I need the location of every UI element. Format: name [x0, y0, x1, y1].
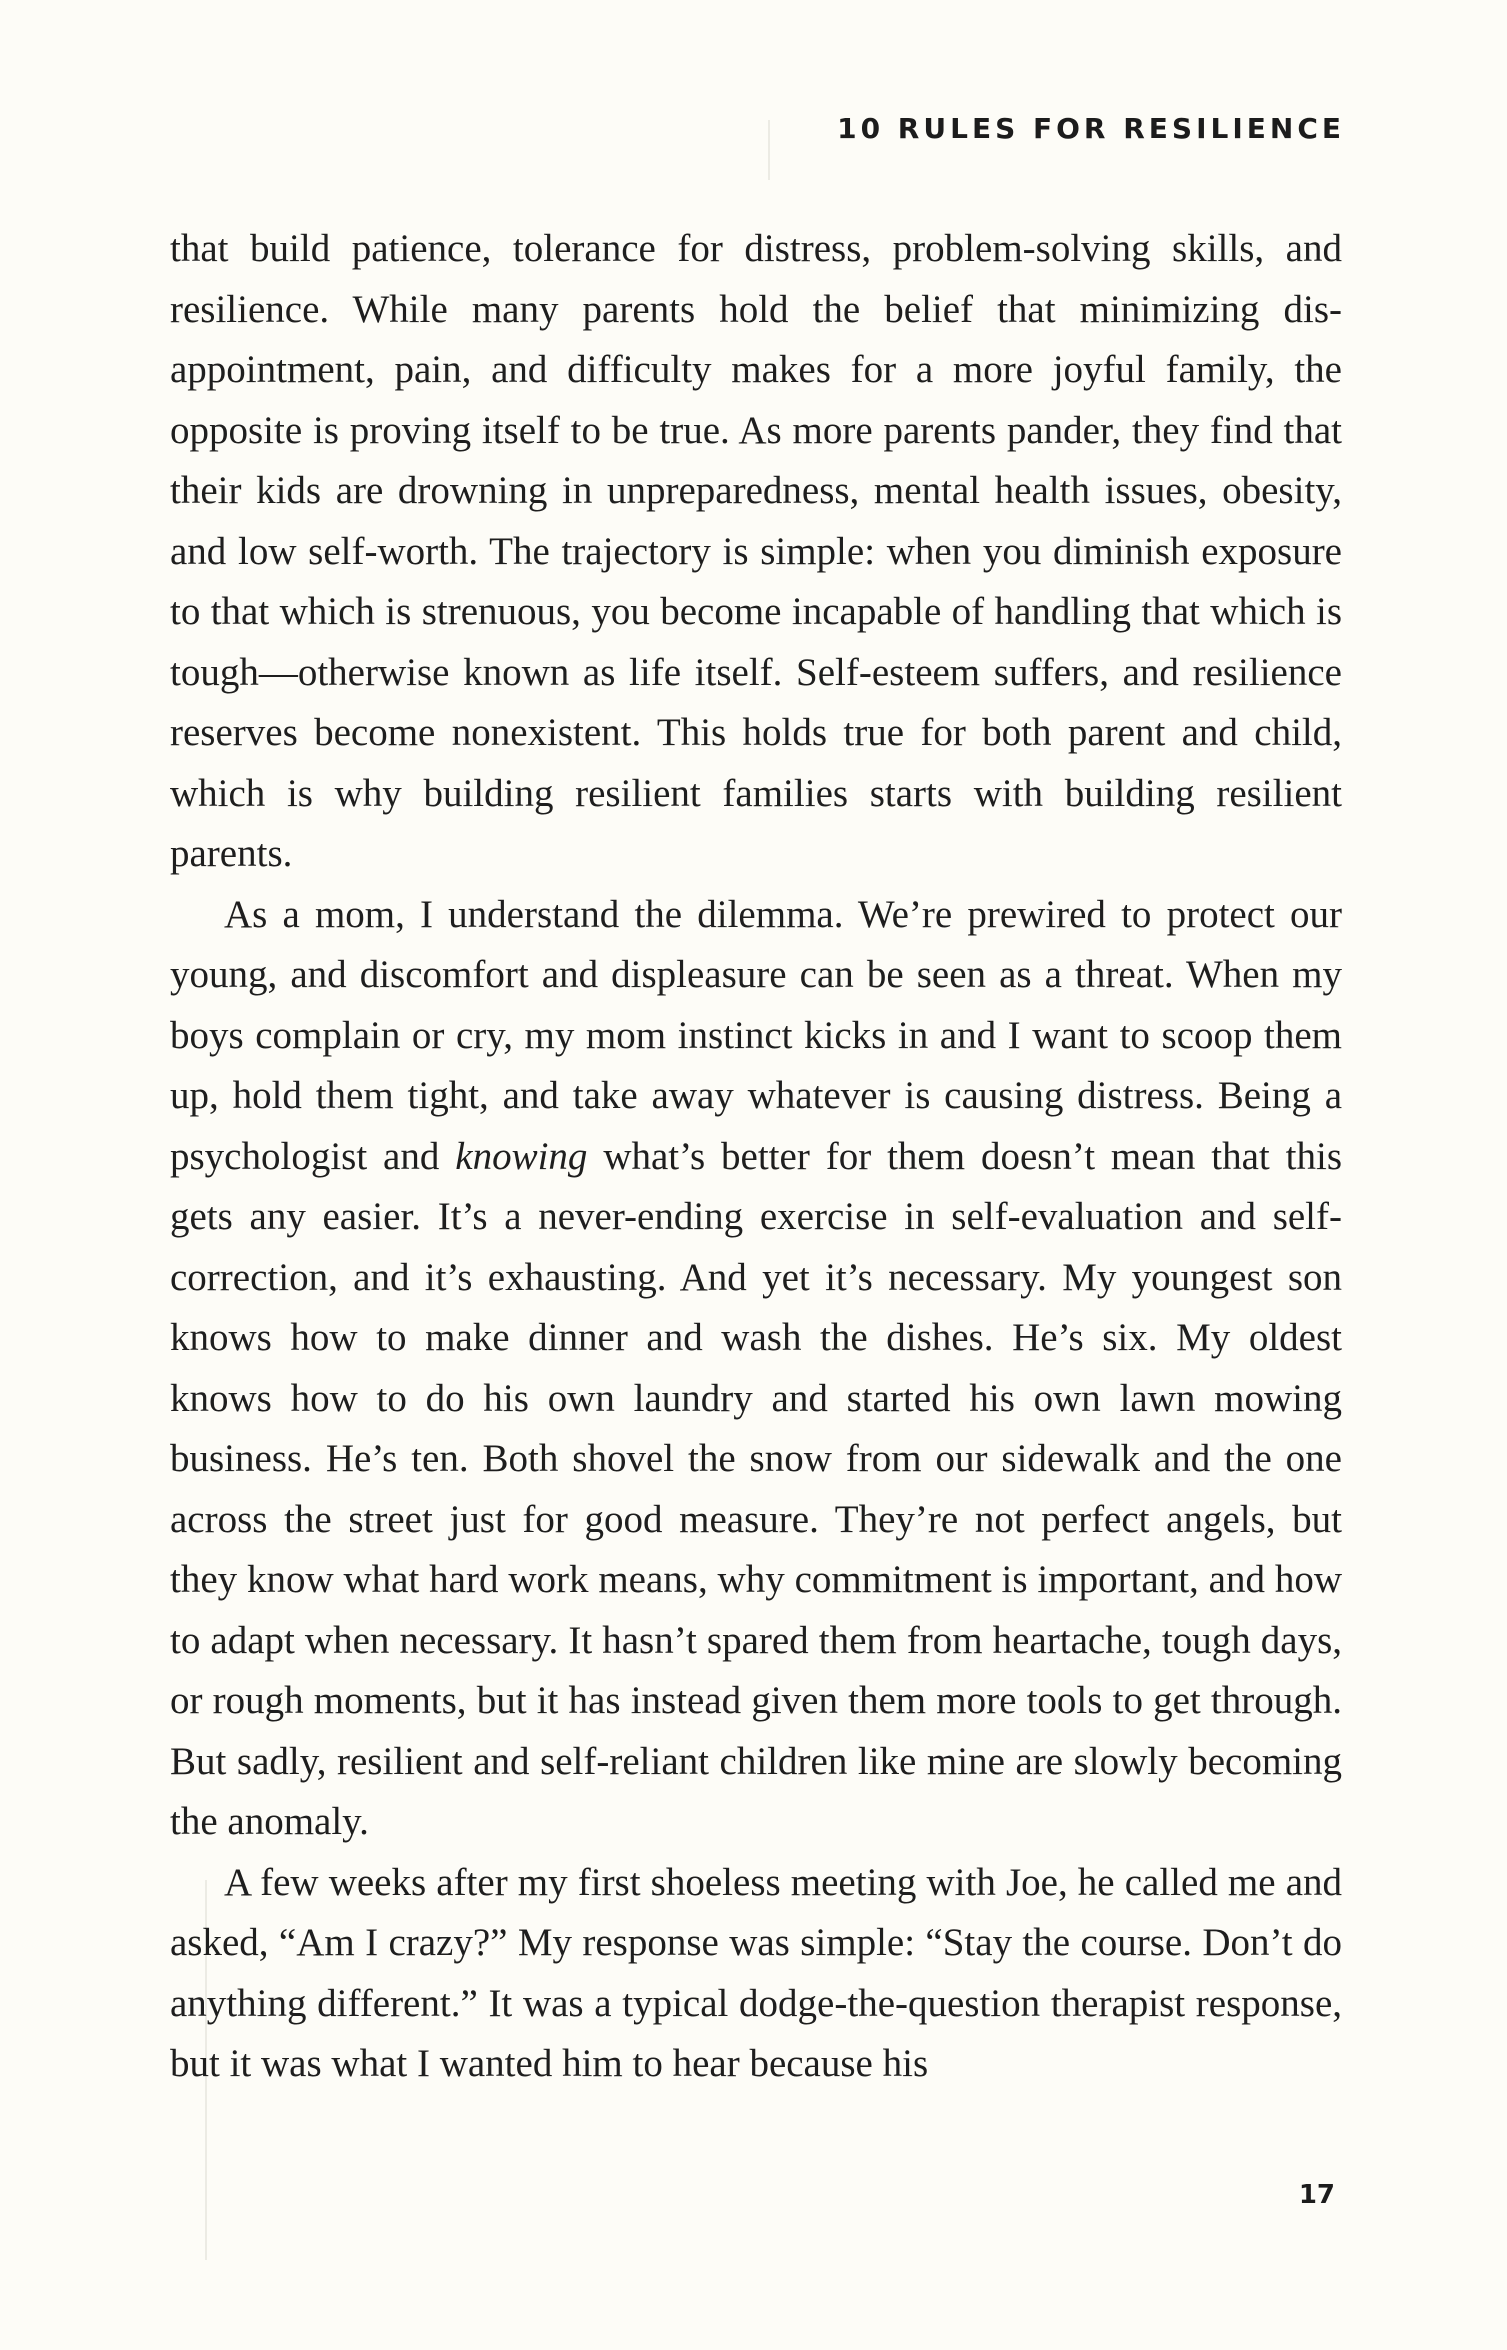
paragraph: A few weeks after my first shoeless meeting with Joe, he called me and asked, “Am I crazy?” My response was simple: “Stay the course. Don’t do anything different.” It was a typical dodge-the-question therapist response, but it was what I wanted him to hear because his — [170, 1860, 1342, 2085]
scan-artifact — [768, 120, 770, 180]
emphasis-word: knowing — [455, 1134, 588, 1178]
paragraph-text-part: what’s better for them doesn’t mean that this gets any easier. It’s a never-ending exercise in self-evaluation and self-correction, and it’s exhausting. And yet it’s necessary. My youngest son knows how to make dinner and wash the dishes. He’s six. My oldest knows how to do his own laundry and started his own lawn mowing business. He’s ten. Both shovel the snow from our sidewalk and the one across the street just for good measure. They’re not perfect angels, but they know what hard work means, why commitment is important, and how to adapt when necessary. It hasn’t spared them from heartache, tough days, or rough moments, but it has instead given them more tools to get through. But sadly, resilient and self-reliant children like mine are slowly becoming the anomaly. — [170, 1134, 1342, 1843]
paragraph: that build patience, tolerance for distress, problem-solving skills, and resilience. While many parents hold the belief that minimizing disappointment, pain, and difficulty makes for a more joyful family, the opposite is proving itself to be true. As more parents pander, they find that their kids are drowning in unpreparedness, mental health issues, obesity, and low self-worth. The trajectory is simple: when you diminish exposure to that which is strenuous, you become incapable of handling that which is tough—otherwise known as life itself. Self-esteem suffers, and resilience reserves become nonexistent. This holds true for both parent and child, which is why building resilient families starts with building resilient parents. — [170, 227, 1342, 875]
paragraph — [170, 885, 1342, 1853]
running-head: 10 RULES FOR RESILIENCE — [837, 112, 1345, 145]
page-number: 17 — [1298, 2180, 1335, 2210]
body-text — [170, 219, 1342, 2095]
paragraph-text-part: As a mom, I understand the dilemma. We’re prewired to protect our young, and discomfort and displeasure can be seen as a threat. When my boys complain or cry, my mom instinct kicks in and I want to scoop them up, hold them tight, and take away whatever is causing distress. Being a psychologist and — [170, 892, 1342, 1178]
